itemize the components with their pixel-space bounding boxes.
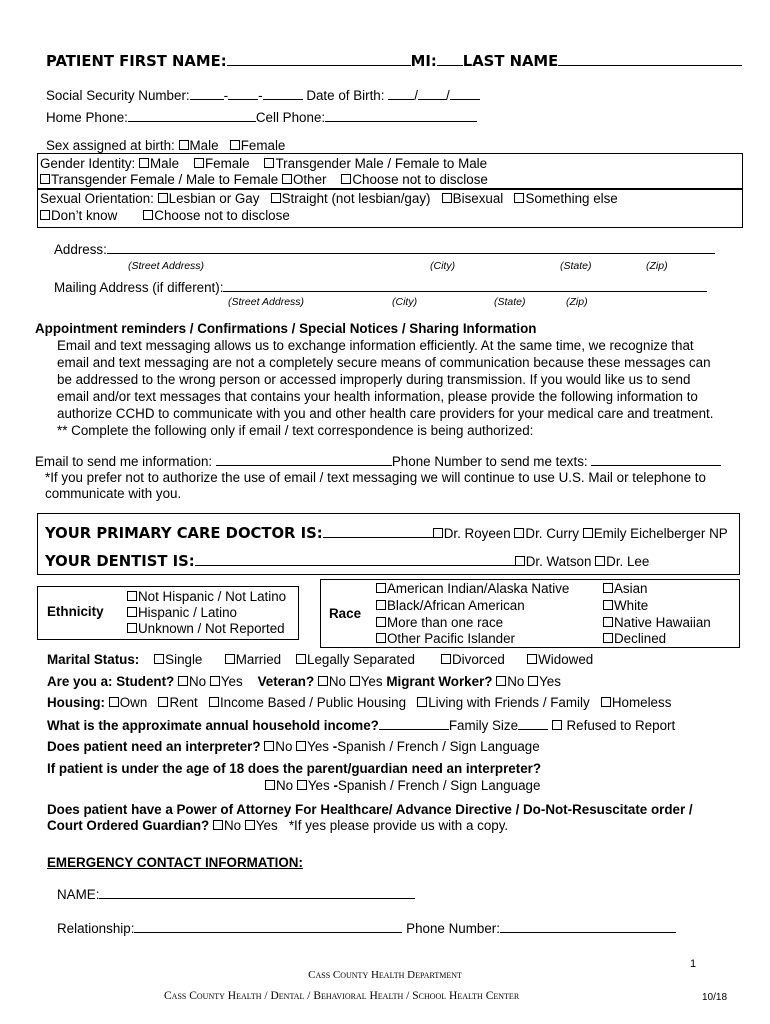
gender-nodisclose-label: Choose not to disclose: [352, 172, 488, 187]
emergency-relationship-field[interactable]: [134, 920, 402, 933]
mailing-address-label: Mailing Address (if different):: [54, 280, 224, 295]
veteran-yes-label: Yes: [360, 674, 383, 689]
gender-row-1: [40, 156, 487, 172]
orientation-dont-know-checkbox[interactable]: [40, 210, 50, 220]
ethnicity-label: Ethnicity: [47, 604, 104, 619]
emergency-phone-field[interactable]: [500, 920, 676, 933]
housing-friends-label: Living with Friends / Family: [428, 695, 590, 710]
migrant-yes-label: Yes: [539, 674, 561, 689]
orientation-row-1: [40, 191, 618, 207]
family-size-field[interactable]: [518, 717, 548, 730]
ethnicity-not-hispanic-checkbox[interactable]: [127, 591, 137, 601]
family-size-label: Family Size: [448, 718, 519, 733]
gender-row-2: [40, 172, 488, 188]
sex-row: [46, 138, 285, 154]
marital-separated-label: Legally Separated: [307, 652, 415, 667]
emergency-relationship-row: [57, 920, 676, 937]
pcp-field[interactable]: [323, 523, 433, 538]
orientation-nodisclose-checkbox[interactable]: [143, 210, 153, 220]
emergency-name-row: [57, 886, 415, 903]
comm-line: ** Complete the following only if email / text correspondence is being authorized:: [57, 423, 534, 438]
veteran-no-label: No: [328, 674, 346, 689]
race-declined-label: Declined: [614, 631, 667, 646]
home-phone-field[interactable]: [128, 109, 256, 122]
footer-department: Cass County Health Department: [308, 969, 462, 981]
marital-row: [47, 652, 593, 668]
ethnicity-unknown-checkbox[interactable]: [127, 623, 137, 633]
migrant-no-checkbox[interactable]: [496, 676, 506, 686]
address-label: Address:: [54, 242, 107, 257]
pcp-curry-label: Dr. Curry: [525, 526, 579, 541]
comm-line: be addressed to the wrong person or accessed improperly during transmission. If you would like us to send: [57, 372, 691, 387]
pcp-royeen-checkbox[interactable]: [433, 528, 443, 538]
orientation-straight-checkbox[interactable]: [271, 193, 281, 203]
race-native-hawaiian-label: Native Hawaiian: [614, 615, 711, 630]
race-pacific-islander-label: Other Pacific Islander: [387, 631, 516, 646]
race-option: [376, 631, 515, 647]
address-field[interactable]: [107, 241, 715, 254]
marital-single-checkbox[interactable]: [154, 654, 164, 664]
mail-note-line2: communicate with you.: [45, 486, 182, 501]
income-refused-label: Refused to Report: [566, 718, 676, 733]
dentist-label: YOUR DENTIST IS:: [45, 553, 195, 570]
text-phone-label: Phone Number to send me texts:: [391, 454, 588, 469]
marital-single-label: Single: [165, 652, 203, 667]
orientation-nodisclose-label: Choose not to disclose: [154, 208, 290, 223]
race-pacific-islander-checkbox[interactable]: [376, 633, 386, 643]
poa-question-line2: Court Ordered Guardian?: [47, 818, 210, 833]
ssn-label: Social Security Number:: [46, 88, 190, 103]
address-street-caption: (Street Address): [128, 260, 205, 272]
marital-label: Marital Status:: [47, 652, 140, 667]
sex-female-label: Female: [240, 138, 286, 153]
page-number: 1: [690, 958, 697, 970]
sex-female-checkbox[interactable]: [230, 140, 240, 150]
ethnicity-hispanic-checkbox[interactable]: [127, 607, 137, 617]
gender-trans-female-label: Transgender Female / Male to Female: [51, 172, 279, 187]
mailing-address-field[interactable]: [223, 279, 707, 292]
ethnicity-unknown-label: Unknown / Not Reported: [138, 621, 285, 636]
interpreter-row: Does patient need an interpreter? No Yes -Spanish / French / Sign Language: [47, 739, 540, 754]
gender-female-label: Female: [204, 156, 250, 171]
veteran-yes-checkbox[interactable]: [350, 676, 360, 686]
race-native-hawaiian-checkbox[interactable]: [603, 617, 613, 627]
address-row: [54, 241, 715, 258]
veteran-label: Veteran?: [257, 674, 315, 689]
race-white-label: White: [614, 598, 649, 613]
guardian-interpreter-yes-label: Yes: [307, 778, 330, 793]
first-name-label: PATIENT FIRST NAME:: [46, 53, 227, 70]
ssn-part3[interactable]: [263, 87, 303, 100]
last-name-label: LAST NAME: [462, 53, 559, 70]
income-refused-checkbox[interactable]: [552, 720, 562, 730]
mi-label: MI:: [410, 53, 437, 70]
housing-public-label: Income Based / Public Housing: [219, 695, 407, 710]
orientation-lesbian-gay-label: Lesbian or Gay: [168, 191, 260, 206]
emergency-phone-label: Phone Number:: [406, 921, 500, 936]
income-field[interactable]: [379, 717, 449, 730]
dob-label: Date of Birth:: [306, 88, 385, 103]
race-black-label: Black/African American: [387, 598, 525, 613]
interpreter-languages: Spanish / French / Sign Language: [337, 739, 540, 754]
race-option: [376, 581, 569, 597]
dentist-lee-checkbox[interactable]: [595, 556, 605, 566]
comm-line: email and/or text messages that contains your health information, please provide the following information to: [57, 389, 698, 404]
mi-field[interactable]: [437, 51, 463, 66]
gender-male-label: Male: [150, 156, 180, 171]
address-state-caption: (State): [560, 260, 592, 272]
patient-first-name-label: [46, 51, 742, 70]
sex-male-checkbox[interactable]: [179, 140, 189, 150]
mailing-zip-caption: (Zip): [566, 296, 588, 308]
guardian-interpreter-yes-checkbox[interactable]: [297, 780, 307, 790]
marital-married-checkbox[interactable]: [225, 654, 235, 664]
guardian-interpreter-languages: Spanish / French / Sign Language: [337, 778, 541, 793]
orientation-bisexual-label: Bisexual: [452, 191, 504, 206]
poa-yes-checkbox[interactable]: [245, 820, 255, 830]
student-no-checkbox[interactable]: [178, 676, 188, 686]
mailing-address-row: [54, 279, 707, 296]
dob-month[interactable]: [388, 87, 414, 100]
orientation-straight-label: Straight (not lesbian/gay): [281, 191, 431, 206]
marital-widowed-label: Widowed: [538, 652, 594, 667]
status-row: [47, 674, 561, 690]
emergency-name-label: NAME:: [57, 887, 100, 902]
gender-nodisclose-checkbox[interactable]: [341, 174, 351, 184]
emergency-name-field[interactable]: [99, 886, 415, 899]
gender-trans-female-checkbox[interactable]: [40, 174, 50, 184]
pcp-label: YOUR PRIMARY CARE DOCTOR IS:: [45, 525, 323, 542]
dentist-lee-label: Dr. Lee: [606, 554, 650, 569]
gender-trans-male-checkbox[interactable]: [264, 158, 274, 168]
gender-trans-male-label: Transgender Male / Female to Male: [275, 156, 488, 171]
marital-widowed-checkbox[interactable]: [527, 654, 537, 664]
ethnicity-hispanic-label: Hispanic / Latino: [138, 605, 237, 620]
pcp-eichelberger-checkbox[interactable]: [583, 528, 593, 538]
race-option: [603, 581, 648, 597]
poa-yes-label: Yes: [255, 818, 278, 833]
race-multiple-checkbox[interactable]: [376, 617, 386, 627]
race-asian-label: Asian: [614, 581, 648, 596]
housing-own-label: Own: [119, 695, 148, 710]
student-yes-checkbox[interactable]: [210, 676, 220, 686]
first-name-field[interactable]: [227, 51, 411, 66]
pcp-row: [45, 523, 728, 542]
guardian-interpreter-options: No Yes -Spanish / French / Sign Language: [265, 778, 540, 794]
comm-line: Email and text messaging allows us to exchange information efficiently. At the same time, we recognize that: [57, 338, 694, 353]
footer-centers: Cass County Health / Dental / Behavioral Health / School Health Center: [164, 990, 520, 1002]
poa-question-line1: Does patient have a Power of Attorney For Healthcare/ Advance Directive / Do-Not-Resuscitate order /: [47, 802, 693, 817]
race-option: [603, 631, 666, 647]
race-option: [603, 615, 711, 631]
orientation-lesbian-gay-checkbox[interactable]: [158, 193, 168, 203]
gender-female-checkbox[interactable]: [194, 158, 204, 168]
dentist-watson-label: Dr. Watson: [525, 554, 592, 569]
last-name-field[interactable]: [558, 51, 742, 66]
dentist-field[interactable]: [195, 551, 515, 566]
race-option: [376, 598, 525, 614]
race-multiple-label: More than one race: [387, 615, 504, 630]
guardian-interpreter-label: If patient is under the age of 18 does the parent/guardian need an interpreter?: [47, 761, 542, 776]
marital-divorced-checkbox[interactable]: [441, 654, 451, 664]
student-no-label: No: [188, 674, 207, 689]
ssn-part1[interactable]: [190, 87, 224, 100]
email-label: Email to send me information:: [35, 454, 213, 469]
home-phone-label: Home Phone:: [46, 110, 128, 125]
marital-separated-checkbox[interactable]: [296, 654, 306, 664]
communication-paragraph: [57, 337, 733, 439]
orientation-bisexual-checkbox[interactable]: [442, 193, 452, 203]
text-phone-field[interactable]: [591, 453, 721, 466]
migrant-label: Migrant Worker?: [386, 674, 493, 689]
housing-rent-label: Rent: [169, 695, 198, 710]
housing-label: Housing:: [47, 695, 106, 710]
cell-phone-field[interactable]: [325, 109, 477, 122]
gender-other-label: Other: [292, 172, 327, 187]
guardian-interpreter-no-checkbox[interactable]: [265, 780, 275, 790]
orientation-something-else-checkbox[interactable]: [514, 193, 524, 203]
mailing-street-caption: (Street Address): [228, 296, 305, 308]
dob-year[interactable]: [450, 87, 480, 100]
mail-note-line1: *If you prefer not to authorize the use of email / text messaging we will continue to use U.S. Mail or telephone to: [45, 470, 706, 485]
orientation-row-2: [40, 208, 290, 224]
address-zip-caption: (Zip): [646, 260, 668, 272]
housing-friends-checkbox[interactable]: [417, 697, 427, 707]
dob-day[interactable]: [418, 87, 446, 100]
race-asian-checkbox[interactable]: [603, 583, 613, 593]
guardian-interpreter-no-label: No: [276, 778, 294, 793]
comm-line: authorize CCHD to communicate with you and other health care providers for your medical care and treatment.: [57, 406, 714, 421]
mailing-state-caption: (State): [494, 296, 526, 308]
ethnicity-option: [127, 589, 286, 605]
communication-heading: Appointment reminders / Confirmations / Special Notices / Sharing Information: [35, 321, 537, 336]
ethnicity-option: [127, 605, 237, 621]
poa-no-label: No: [223, 818, 242, 833]
race-declined-checkbox[interactable]: [603, 633, 613, 643]
housing-public-checkbox[interactable]: [209, 697, 219, 707]
migrant-yes-checkbox[interactable]: [528, 676, 538, 686]
ssn-dob-row: Social Security Number: - - Date of Birth: / /: [46, 87, 480, 104]
gender-label: Gender Identity:: [40, 156, 136, 171]
pcp-eichelberger-label: Emily Eichelberger NP: [593, 526, 728, 541]
pcp-royeen-label: Dr. Royeen: [443, 526, 511, 541]
email-phone-row: [35, 453, 721, 470]
dentist-watson-checkbox[interactable]: [515, 556, 525, 566]
race-label: Race: [329, 606, 362, 621]
student-label: Are you a: Student?: [47, 674, 175, 689]
income-row: [47, 717, 675, 734]
student-yes-label: Yes: [220, 674, 243, 689]
veteran-no-checkbox[interactable]: [318, 676, 328, 686]
gender-other-checkbox[interactable]: [282, 174, 292, 184]
orientation-something-else-label: Something else: [525, 191, 618, 206]
housing-homeless-checkbox[interactable]: [601, 697, 611, 707]
housing-homeless-label: Homeless: [611, 695, 672, 710]
race-american-indian-checkbox[interactable]: [376, 583, 386, 593]
interpreter-no-label: No: [275, 739, 293, 754]
interpreter-label: Does patient need an interpreter?: [47, 739, 261, 754]
income-label: What is the approximate annual household income?: [47, 718, 379, 733]
ethnicity-not-hispanic-label: Not Hispanic / Not Latino: [138, 589, 287, 604]
housing-rent-checkbox[interactable]: [158, 697, 168, 707]
interpreter-yes-checkbox[interactable]: [296, 741, 306, 751]
marital-married-label: Married: [235, 652, 282, 667]
housing-own-checkbox[interactable]: [109, 697, 119, 707]
pcp-curry-checkbox[interactable]: [514, 528, 524, 538]
dentist-row: [45, 551, 649, 570]
race-option: [376, 615, 503, 631]
poa-note: *If yes please provide us with a copy.: [288, 818, 509, 833]
mailing-city-caption: (City): [392, 296, 418, 308]
race-white-checkbox[interactable]: [603, 600, 613, 610]
poa-row: [47, 818, 508, 834]
marital-divorced-label: Divorced: [452, 652, 505, 667]
sex-label: Sex assigned at birth:: [46, 138, 175, 153]
poa-no-checkbox[interactable]: [213, 820, 223, 830]
phone-row: [46, 109, 477, 126]
sex-male-label: Male: [189, 138, 219, 153]
email-field[interactable]: [216, 453, 392, 466]
housing-row: [47, 695, 671, 711]
race-american-indian-label: American Indian/Alaska Native: [387, 581, 570, 596]
ethnicity-option: [127, 621, 285, 637]
cell-phone-label: Cell Phone:: [255, 110, 326, 125]
interpreter-no-checkbox[interactable]: [264, 741, 274, 751]
race-black-checkbox[interactable]: [376, 600, 386, 610]
emergency-relationship-label: Relationship:: [57, 921, 135, 936]
race-option: [603, 598, 648, 614]
ssn-part2[interactable]: [228, 87, 258, 100]
gender-male-checkbox[interactable]: [139, 158, 149, 168]
interpreter-yes-label: Yes: [307, 739, 330, 754]
orientation-label: Sexual Orientation:: [40, 191, 154, 206]
address-city-caption: (City): [430, 260, 456, 272]
comm-line: email and text messaging are not a completely secure means of communication because these messages can: [57, 355, 711, 370]
emergency-heading: EMERGENCY CONTACT INFORMATION:: [47, 855, 303, 870]
orientation-dont-know-label: Don’t know: [51, 208, 118, 223]
migrant-no-label: No: [507, 674, 525, 689]
revision-date: 10/18: [702, 992, 728, 1003]
